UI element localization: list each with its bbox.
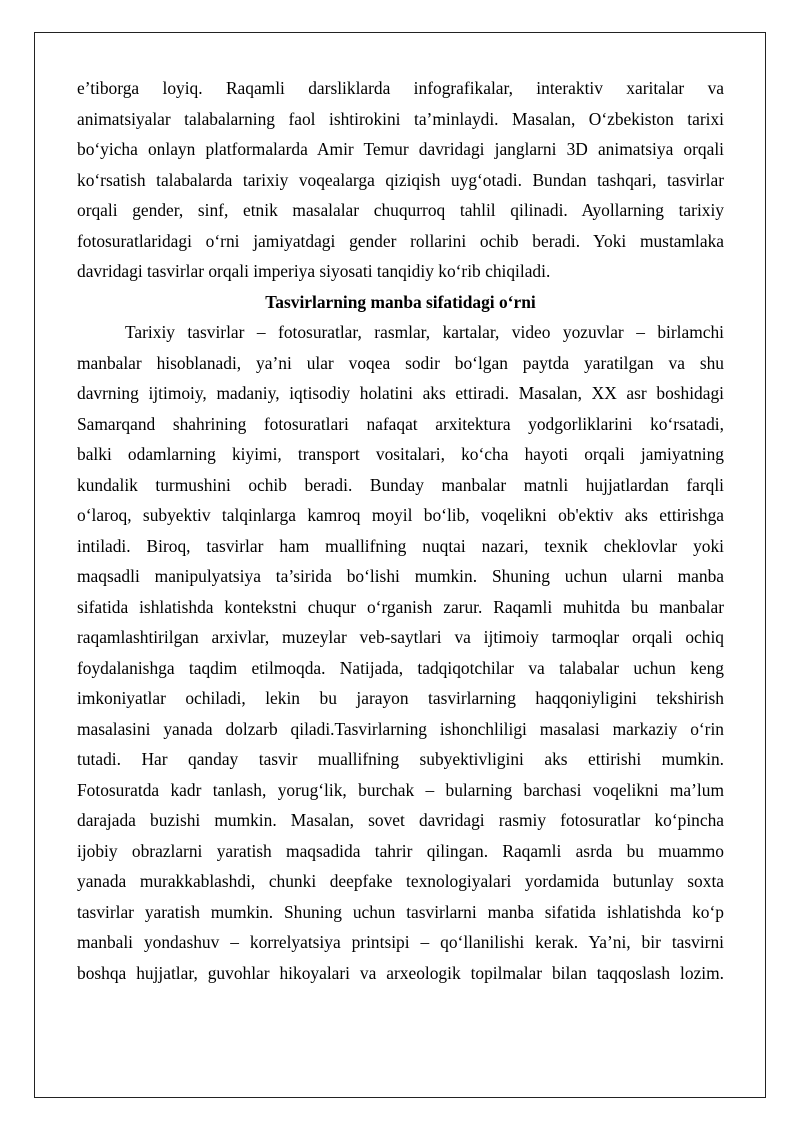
text-line: masalasini yanada dolzarb qiladi.Tasvirlarning ishonchliligi masalasi markaziy o‘rin [77, 718, 724, 739]
text-line: raqamlashtirilgan arxivlar, muzeylar veb-saytlari va ijtimoiy tarmoqlar orqali ochiq [77, 627, 724, 647]
text-line: o‘laroq, subyektiv talqinlarga kamroq moyil bo‘lib, voqelikni ob'ektiv aks ettirishga [77, 505, 724, 525]
text-line: animatsiyalar talabalarning faol ishtirokini ta’minlaydi. Masalan, O‘zbekiston tarixi [77, 108, 724, 129]
text-line: Tarixiy tasvirlar – fotosuratlar, rasmlar, kartalar, video yozuvlar – birlamchi [125, 322, 724, 342]
text-line: intiladi. Biroq, tasvirlar ham muallifning nuqtai nazari, texnik cheklovlar yoki [77, 535, 724, 556]
text-line: imkoniyatlar ochiladi, lekin bu jarayon tasvirlarning haqqoniyligini tekshirish [77, 688, 724, 708]
text-line: yanada murakkablashdi, chunki deepfake texnologiyalari yordamida butunlay soxta [77, 871, 724, 891]
text-line: Fotosuratda kadr tanlash, yorug‘lik, burchak – bularning barchasi voqelikni ma’lum [77, 779, 724, 800]
text-line: davrning ijtimoiy, madaniy, iqtisodiy holatini aks ettiradi. Masalan, XX asr boshidagi [77, 383, 724, 403]
text-line: boshqa hujjatlar, guvohlar hikoyalari va arxeologik topilmalar bilan taqqoslash lozim. [77, 962, 724, 983]
text-line: ijobiy obrazlarni yaratish maqsadida tahrir qilingan. Raqamli asrda bu muammo [77, 840, 724, 861]
text-line: bo‘yicha onlayn platformalarda Amir Temur davridagi janglarni 3D animatsiya orqali [77, 139, 724, 159]
text-line: manbali yondashuv – korrelyatsiya printsipi – qo‘llanilishi kerak. Ya’ni, bir tasvirni [77, 932, 724, 952]
text-line: orqali gender, sinf, etnik masalalar chuqurroq tahlil qilinadi. Ayollarning tarixiy [77, 200, 724, 220]
text-line: ko‘rsatish talabalarda tarixiy voqealarga qiziqish uyg‘otadi. Bundan tashqari, tasvirlar [77, 169, 724, 190]
text-line: tutadi. Har qanday tasvir muallifning subyektivligini aks ettirishi mumkin. [77, 749, 724, 769]
paragraph-images-as-sources [77, 317, 724, 988]
document-body [77, 73, 724, 988]
text-line: maqsadli manipulyatsiya ta’sirida bo‘lishi mumkin. Shuning uchun ularni manba [77, 566, 724, 586]
paragraph-intro [77, 73, 724, 287]
text-line: sifatida ishlatishda kontekstni chuqur o‘rganish zarur. Raqamli muhitda bu manbalar [77, 596, 724, 617]
text-line: fotosuratlaridagi o‘rni jamiyatdagi gender rollarini ochib beradi. Yoki mustamlaka [77, 230, 724, 251]
text-line: tasvirlar yaratish mumkin. Shuning uchun tasvirlarni manba sifatida ishlatishda ko‘p [77, 901, 724, 922]
text-line: e’tiborga loyiq. Raqamli darsliklarda infografikalar, interaktiv xaritalar va [77, 78, 724, 98]
text-line: balki odamlarning kiyimi, transport vositalari, ko‘cha hayoti orqali jamiyatning [77, 444, 724, 464]
text-line: davridagi tasvirlar orqali imperiya siyosati tanqidiy ko‘rib chiqiladi. [77, 261, 551, 281]
text-line: foydalanishga taqdim etilmoqda. Natijada, tadqiqotchilar va talabalar uchun keng [77, 657, 724, 678]
text-line: Samarqand shahrining fotosuratlari nafaqat arxitektura yodgorliklarini ko‘rsatadi, [77, 413, 724, 434]
section-heading: Tasvirlarning manba sifatidagi o‘rni [265, 291, 536, 312]
text-line: darajada buzishi mumkin. Masalan, sovet davridagi rasmiy fotosuratlar ko‘pincha [77, 810, 724, 830]
text-line: manbalar hisoblanadi, ya’ni ular voqea sodir bo‘lgan paytda yaratilgan va shu [77, 352, 724, 373]
text-line: kundalik turmushini ochib beradi. Bunday manbalar matnli hujjatlardan farqli [77, 474, 724, 495]
